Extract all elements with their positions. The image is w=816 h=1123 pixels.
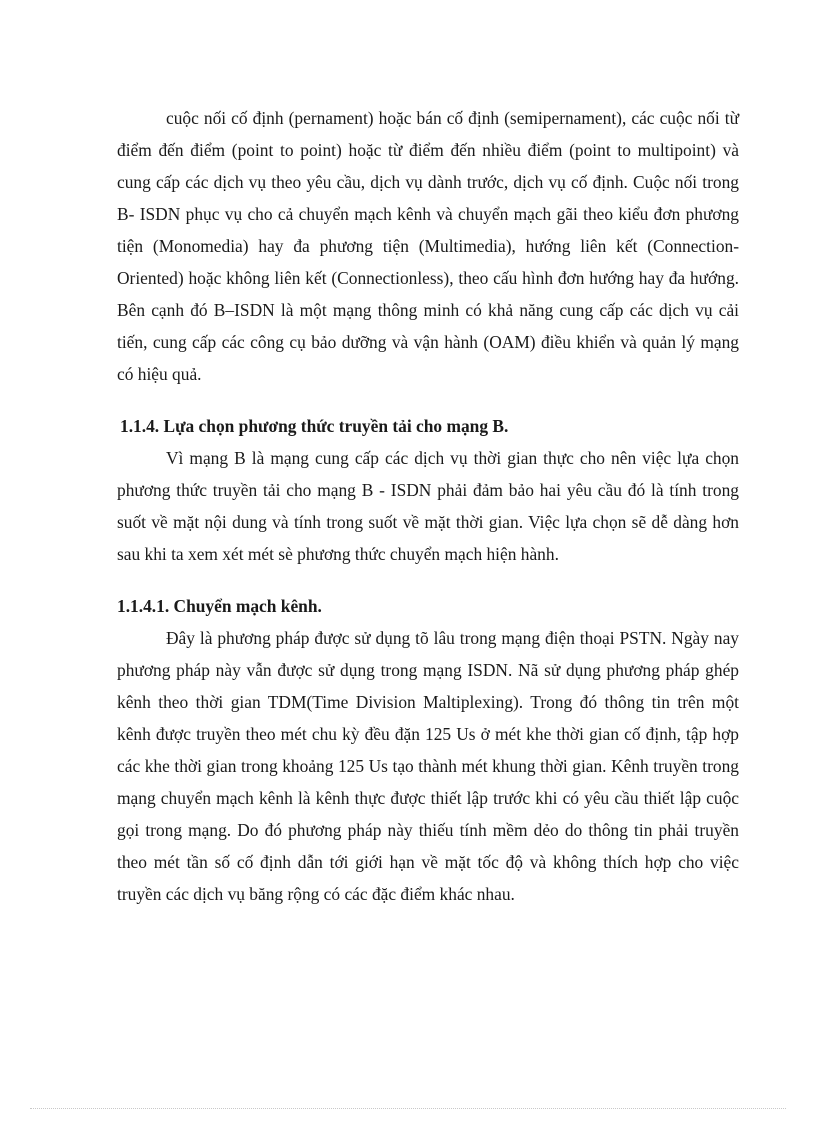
paragraph-b-isdn-connections: cuộc nối cố định (pernament) hoặc bán cố định (semipernament), các cuộc nối từ điểm đến điểm (point to point) hoặc từ điểm đến nhiều điểm (point to multipoint) và cung cấp các dịch vụ theo yêu cầu, dịch vụ dành trước, dịch vụ cố định. Cuộc nối trong B- ISDN phục vụ cho cả chuyển mạch kênh và chuyển mạch gãi theo kiểu đơn phương tiện (Monomedia) hay đa phương tiện (Multimedia), hướng liên kết (Connection-Oriented) hoặc không liên kết (Connectionless), theo cấu hình đơn hướng hay đa hướng. Bên cạnh đó B–ISDN là một mạng thông minh có khả năng cung cấp các dịch vụ cải tiến, cung cấp các công cụ bảo dưỡng và vận hành (OAM) điều khiển và quản lý mạng có hiệu quả. (117, 108, 739, 384)
section-heading-1-1-4: 1.1.4. Lựa chọn phương thức truyền tải cho mạng B. (120, 416, 509, 436)
section-heading-1-1-4-1: 1.1.4.1. Chuyển mạch kênh. (117, 596, 322, 616)
paragraph-circuit-switching: Đây là phương pháp được sử dụng tõ lâu trong mạng điện thoại PSTN. Ngày nay phương pháp này vẫn được sử dụng trong mạng ISDN. Nã sử dụng phương pháp ghép kênh theo thời gian TDM(Time Division Maltiplexing). Trong đó thông tin trên một kênh được truyền theo mét chu kỳ đều đặn 125 Us ở mét khe thời gian cố định, tập hợp các khe thời gian trong khoảng 125 Us tạo thành mét khung thời gian. Kênh truyền trong mạng chuyển mạch kênh là kênh thực được thiết lập trước khi có yêu cầu thiết lập cuộc gọi trong mạng. Do đó phương pháp này thiếu tính mềm dẻo do thông tin phải truyền theo mét tần số cố định dẫn tới giới hạn về mặt tốc độ và không thích hợp cho việc truyền các dịch vụ băng rộng có các đặc điểm khác nhau. (117, 628, 739, 904)
page-bottom-divider (30, 1108, 786, 1109)
page-content (117, 102, 739, 910)
paragraph-transport-selection: Vì mạng B là mạng cung cấp các dịch vụ thời gian thực cho nên việc lựa chọn phương thức truyền tải cho mạng B - ISDN phải đảm bảo hai yêu cầu đó là tính trong suốt về mặt nội dung và tính trong suốt về mặt thời gian. Việc lựa chọn sẽ dễ dàng hơn sau khi ta xem xét mét sè phương thức chuyển mạch hiện hành. (117, 448, 739, 564)
